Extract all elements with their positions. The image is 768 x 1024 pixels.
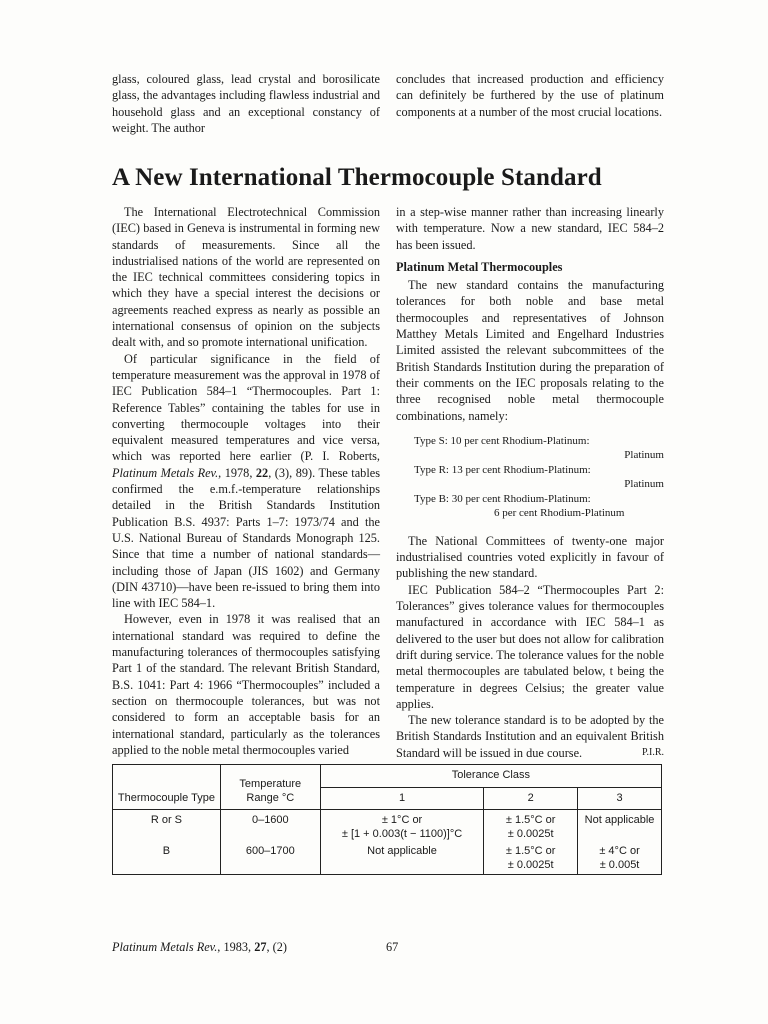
cell-line: Not applicable [367, 845, 437, 857]
article-paragraph: IEC Publication 584–2 “Thermocouples Part 2: Tolerances” gives tolerance values for thermocouples manufactured in accordance with IEC 584–1 as delivered to the user but does not allow for calibration drift during service. The tolerance values for the noble metal thermocouples are tabulated below, t being the temperature in degrees Celsius; the greater value applies. [396, 582, 664, 711]
header-thermocouple-type: Thermocouple Type [113, 765, 221, 810]
cell-class-1 [320, 810, 484, 844]
article-title: A New International Thermocouple Standard [112, 164, 602, 191]
cell-range: 600–1700 [220, 843, 320, 875]
header-tolerance-class: Tolerance Class [320, 765, 661, 788]
type-b-line-2: 6 per cent Rhodium-Platinum [494, 507, 625, 520]
type-s-line-2: Platinum [624, 449, 664, 462]
cell-line: ± 4°C or [599, 845, 640, 857]
text-span: Of particular significance in the field of temperature measurement was the approval in 1978 of IEC Publication 584–1 “Thermocouples. Part 1: Reference Tables” containing the tables for use in converting thermocouple voltages into their equivalent measured temperatures and vice versa, which was reported here earlier (P. I. Roberts, [112, 351, 380, 464]
prev-article-text-left: glass, coloured glass, lead crystal and borosilicate glass, the advantages including flawless industrial and household glass and an exceptional constancy of weight. The author [112, 72, 380, 135]
cell-line: ± 1.5°C or [505, 814, 556, 826]
author-signature: P.I.R. [642, 746, 664, 758]
header-class-1: 1 [320, 787, 484, 810]
page-number: 67 [386, 940, 399, 954]
cell-line: ± 0.005t [599, 858, 640, 871]
prev-article-right-column [396, 71, 664, 120]
type-b-line: Type B: 30 per cent Rhodium-Platinum: [414, 492, 591, 505]
footer-year: , 1983, [217, 940, 255, 954]
article-paragraph [112, 351, 380, 612]
thermocouple-type-list [414, 434, 664, 521]
header-temperature-range: Temperature Range °C [220, 765, 320, 810]
text-span: , (3), 89). These tables confirmed the e.m.f.-temperature relationships detailed in the British Standards Institution Publication B.S. 4937: Parts 1–7: 1973/74 and the U.S. National Bureau of Standards Monograph 125. Since that time a number of national standards—including those of Japan (JIS 1602) and Germany (DIN 43710)—have been re-issued to bring them into line with IEC 584–1. [112, 465, 380, 611]
cell-class-3 [578, 843, 662, 875]
cell-class-2 [484, 843, 578, 875]
article-paragraph: The National Committees of twenty-one major industrialised countries voted explicitly in favour of publishing the new standard. [396, 533, 664, 581]
journal-ref: Platinum Metals Rev. [112, 465, 219, 480]
cell-line: ± 0.0025t [507, 858, 554, 871]
cell-class-2 [484, 810, 578, 844]
prev-article-text-right: concludes that increased production and efficiency can definitely be furthered by the use of platinum components at a number of the most crucial locations. [396, 72, 664, 119]
article-left-column [112, 204, 380, 758]
header-class-2: 2 [484, 787, 578, 810]
tolerance-table [112, 764, 662, 875]
cell-type: B [113, 843, 221, 875]
cell-class-1 [320, 843, 484, 875]
article-paragraph: in a step-wise manner rather than increasing linearly with temperature. Now a new standard, IEC 584–2 has been issued. [396, 205, 664, 252]
cell-line: Not applicable [584, 814, 655, 826]
type-r-line-2: Platinum [624, 478, 664, 491]
cell-type: R or S [113, 810, 221, 844]
section-heading: Platinum Metal Thermocouples [396, 259, 563, 274]
type-s-line: Type S: 10 per cent Rhodium-Platinum: [414, 434, 590, 447]
article-paragraph [396, 712, 664, 761]
footer-journal: Platinum Metals Rev. [112, 940, 218, 954]
prev-article-left-column [112, 71, 380, 136]
cell-line: ± 0.0025t [507, 827, 554, 840]
page-footer [112, 940, 287, 955]
cell-line: ± [1 + 0.003(t − 1100)]°C [341, 827, 463, 840]
text-span: The new tolerance standard is to be adopted by the British Standards Institution and an equivalent British Standard will be issued in due course. [396, 713, 664, 760]
article-right-column [396, 204, 664, 761]
table-row [113, 843, 662, 875]
article-paragraph: The International Electrotechnical Commission (IEC) based in Geneva is instrumental in forming new standards of measurements. Since all the industrialised nations of the world are represented on the IEC technical committees considering topics in which they have a special interest the decisions or agreements reached express as nearly as possible an international consensus of opinion on the subjects dealt with, and so promote international unification. [112, 205, 380, 350]
header-class-3: 3 [578, 787, 662, 810]
footer-volume: 27 [254, 940, 267, 954]
cell-class-3 [578, 810, 662, 844]
article-paragraph: The new standard contains the manufacturing tolerances for both noble and base metal thermocouples and representatives of Johnson Matthey Metals Limited and Engelhard Industries Limited assisted the relevant subcommittees of the British Standards Institution during the preparation of their comments on the IEC proposals relating to the three recognised noble metal thermocouple combinations, namely: [396, 278, 664, 423]
text-span: , 1978, [218, 465, 256, 480]
cell-line: ± 1.5°C or [505, 845, 556, 857]
volume-ref: 22 [255, 465, 269, 480]
footer-issue: , (2) [266, 940, 287, 954]
article-paragraph: However, even in 1978 it was realised that an international standard was required to define the manufacturing tolerances of thermocouples satisfying Part 1 of the standard. The relevant British Standard, B.S. 1041: Part 4: 1966 “Thermocouples” included a section on thermocouple tolerances, but was not considered to form an acceptable basis for an international standard, particularly as the tolerances applied to the noble metal thermocouples varied [112, 612, 380, 757]
type-r-line: Type R: 13 per cent Rhodium-Platinum: [414, 463, 591, 476]
cell-range: 0–1600 [220, 810, 320, 844]
table-row [113, 810, 662, 844]
cell-line: ± 1°C or [381, 814, 423, 826]
